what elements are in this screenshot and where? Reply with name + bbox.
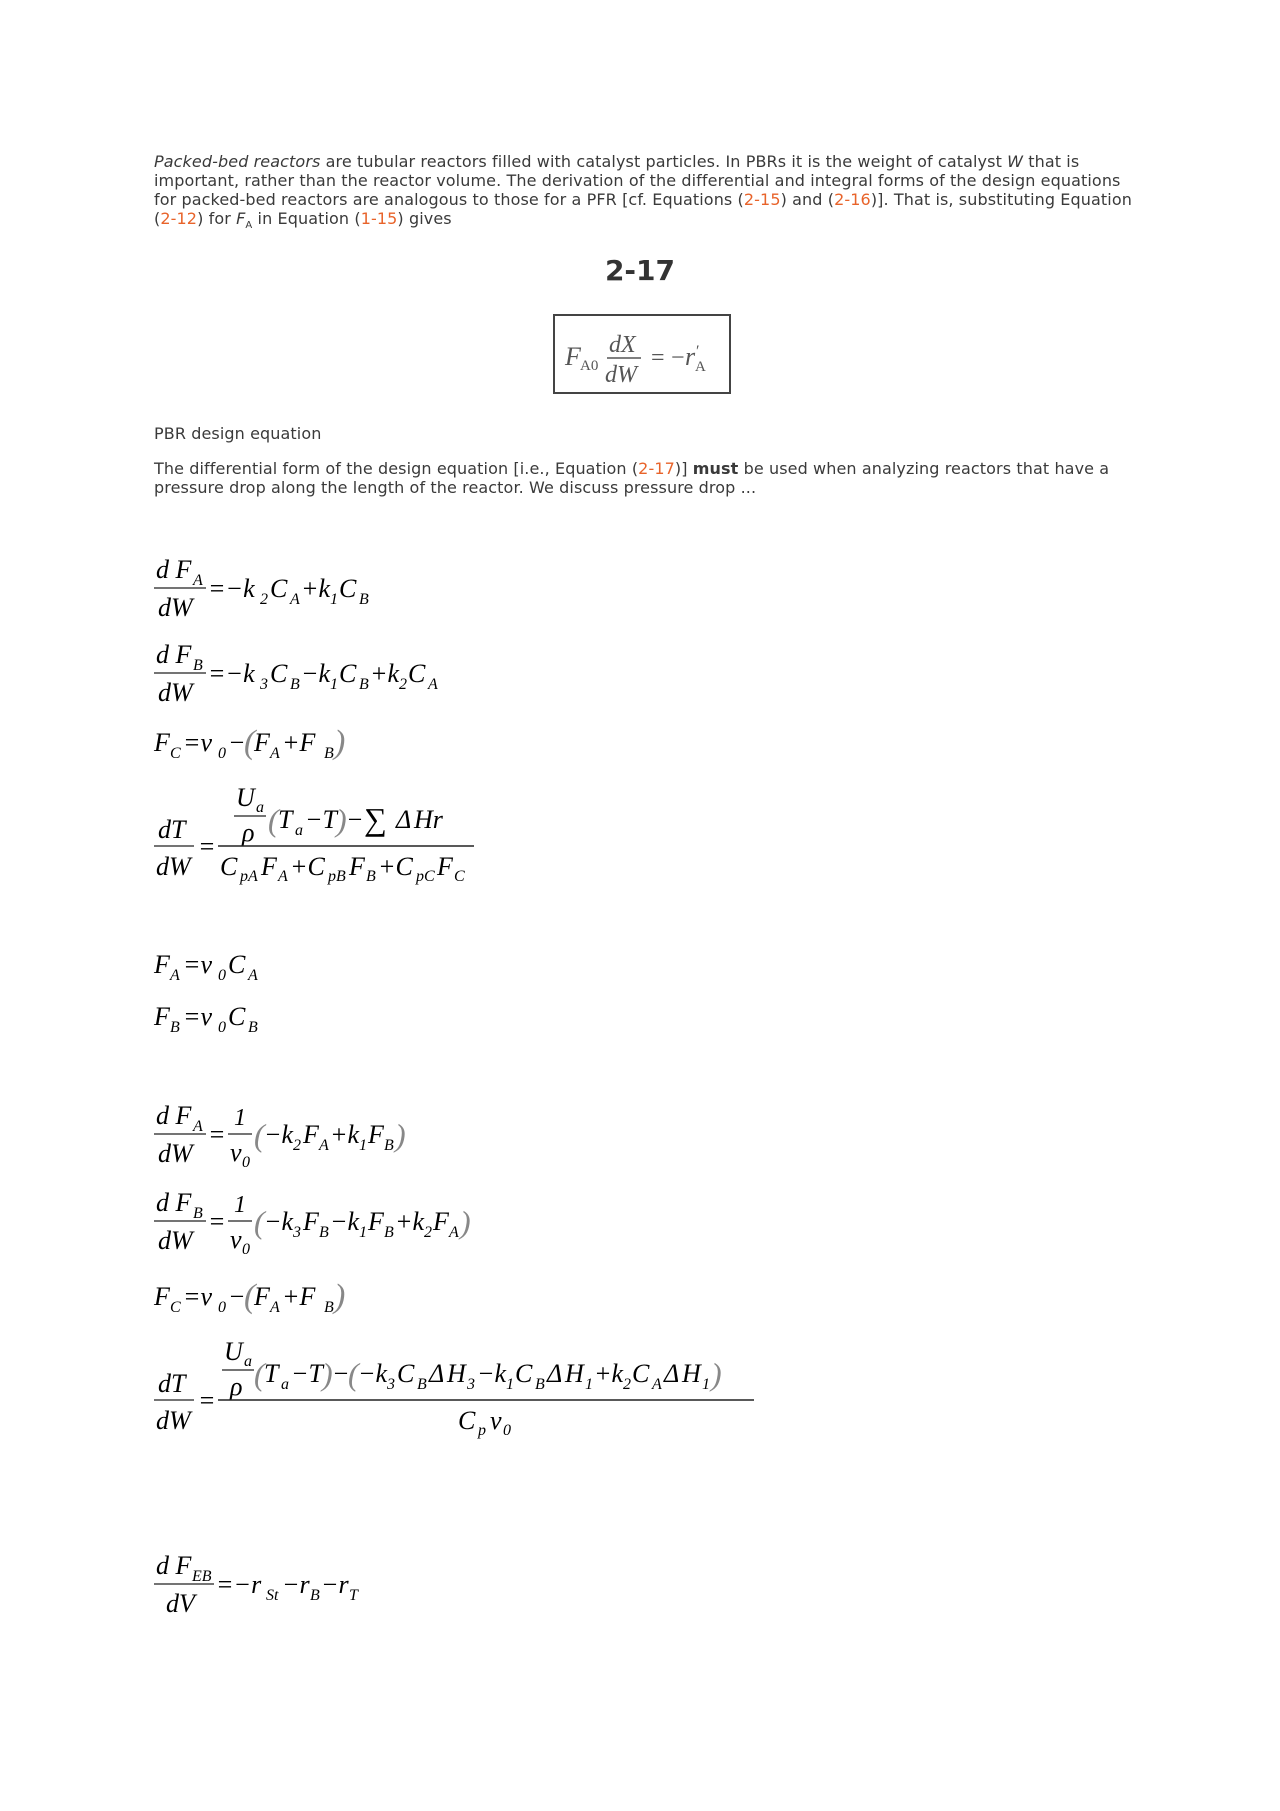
svg-text:A: A [270, 745, 280, 762]
svg-text:A: A [428, 676, 438, 693]
svg-text:ρ: ρ [242, 818, 255, 847]
svg-text:C: C [228, 1002, 246, 1031]
svg-text:−r: −r [321, 1570, 349, 1599]
svg-text:F: F [254, 1282, 270, 1311]
svg-text:−k: −k [264, 1120, 294, 1149]
svg-text:A: A [290, 591, 300, 608]
svg-text:A: A [652, 1376, 662, 1393]
svg-text:2: 2 [399, 676, 407, 693]
svg-text:pA: pA [240, 868, 258, 885]
svg-text:0: 0 [242, 1241, 250, 1258]
svg-text:A: A [695, 359, 706, 375]
svg-text:−: − [228, 1282, 246, 1311]
svg-text:1: 1 [234, 1105, 246, 1131]
svg-text:dW: dW [156, 852, 191, 881]
svg-text:p: p [478, 1422, 486, 1439]
svg-text:dW: dW [605, 362, 637, 388]
svg-text:C: C [632, 1359, 650, 1388]
svg-text:B: B [324, 1299, 334, 1316]
svg-text:=: = [208, 1207, 226, 1236]
intro-var-fa: F [236, 209, 246, 228]
link-eq-2-16[interactable]: 2-16 [834, 190, 871, 209]
svg-text:B: B [359, 676, 369, 693]
svg-text:F: F [154, 1282, 170, 1311]
equation-dfeb-dv [150, 1544, 510, 1619]
svg-text:B: B [359, 591, 369, 608]
svg-text:dW: dW [158, 1139, 193, 1168]
svg-text:F: F [303, 1207, 319, 1236]
svg-text:3: 3 [387, 1376, 395, 1393]
svg-text:): ) [711, 1356, 722, 1392]
svg-text:B: B [319, 1224, 329, 1241]
intro-text-2: that is important, rather than the reactor volume. The derivation of the differential and integral forms of the design equations for packed-bed reactors are analogous to those for a PFR [cf. Equations ( [154, 152, 1121, 209]
svg-text:C: C [220, 852, 238, 881]
svg-text:(: ( [244, 724, 256, 761]
svg-text:B: B [535, 1376, 545, 1393]
svg-text:−r: −r [282, 1570, 310, 1599]
para2-bold-must: must [692, 459, 739, 478]
equation-dfb-dw-flow [150, 1181, 550, 1261]
intro-text-7: ) gives [397, 209, 452, 228]
svg-text:3: 3 [260, 676, 268, 693]
svg-text:d F: d F [156, 555, 192, 584]
svg-text:=v: =v [183, 1002, 213, 1031]
svg-text:=−r: =−r [216, 1570, 262, 1599]
svg-text:0: 0 [242, 1154, 250, 1171]
svg-text:Δ: Δ [664, 1359, 680, 1388]
pressure-drop-paragraph [154, 459, 1134, 497]
svg-text:pB: pB [328, 868, 346, 885]
svg-text:1: 1 [359, 1137, 367, 1154]
svg-text:dW: dW [158, 593, 193, 622]
svg-text:A: A [270, 1299, 280, 1316]
svg-text:1: 1 [702, 1376, 710, 1393]
svg-text:3: 3 [293, 1224, 301, 1241]
svg-text:1: 1 [585, 1376, 593, 1393]
svg-text:H: H [447, 1359, 466, 1388]
svg-text:C: C [454, 868, 465, 885]
svg-text:0: 0 [218, 1299, 226, 1316]
svg-text:−k: −k [477, 1359, 507, 1388]
svg-text:a: a [295, 822, 303, 839]
svg-text:dX: dX [609, 332, 636, 358]
svg-text:1: 1 [506, 1376, 514, 1393]
svg-text:F: F [437, 852, 453, 881]
svg-text:1: 1 [359, 1224, 367, 1241]
svg-text:2: 2 [293, 1137, 301, 1154]
svg-text:−: − [671, 345, 685, 371]
pbr-design-equation-box [553, 314, 731, 394]
svg-text:+k: +k [301, 574, 331, 603]
svg-text:): ) [336, 802, 347, 838]
intro-text-1: are tubular reactors filled with catalyst particles. In PBRs it is the weight of catalyst [320, 152, 1008, 171]
svg-text:F: F [154, 1002, 170, 1031]
svg-text:): ) [334, 724, 346, 761]
svg-text:Δ: Δ [429, 1359, 445, 1388]
svg-text:d F: d F [156, 1101, 192, 1130]
intro-paragraph [154, 152, 1134, 235]
svg-text:+F: +F [282, 1282, 316, 1311]
svg-text:C: C [170, 1299, 181, 1316]
svg-text:dW: dW [156, 1406, 191, 1435]
equation-dt-dw-2 [150, 1333, 770, 1443]
svg-text:=: = [208, 1120, 226, 1149]
equation-dfb-dw-concentration [150, 633, 510, 708]
svg-text:Δ: Δ [396, 805, 412, 834]
equation-fa-v0ca [150, 943, 450, 987]
para2-text-1: The differential form of the design equation [i.e., Equation ( [154, 459, 639, 478]
svg-text:0: 0 [503, 1422, 511, 1439]
svg-text:0: 0 [218, 1019, 226, 1036]
svg-text:+k: +k [330, 1120, 360, 1149]
svg-text:F: F [433, 1207, 449, 1236]
equation-dfa-dw-flow [150, 1094, 550, 1174]
pbr-design-equation [555, 316, 729, 392]
svg-text:F: F [303, 1120, 319, 1149]
svg-text:T: T [278, 805, 293, 834]
svg-text:A: A [248, 967, 258, 984]
equation-dt-dw-1 [150, 779, 530, 889]
svg-text:0: 0 [218, 745, 226, 762]
svg-text:F: F [368, 1207, 384, 1236]
svg-text:dW: dW [158, 1226, 193, 1255]
svg-text:=−k: =−k [208, 574, 255, 603]
svg-text:B: B [366, 868, 376, 885]
svg-text:a: a [281, 1376, 289, 1393]
svg-text:B: B [290, 676, 300, 693]
svg-text:r: r [685, 342, 696, 371]
intro-var-fa-sub: A [245, 220, 253, 232]
svg-text:1: 1 [234, 1192, 246, 1218]
svg-text:F: F [349, 852, 365, 881]
svg-text:=: = [651, 345, 665, 371]
svg-text:C: C [228, 950, 246, 979]
svg-text:dV: dV [166, 1589, 195, 1618]
link-eq-2-15[interactable]: 2-15 [743, 190, 781, 209]
svg-text:−: − [228, 728, 246, 757]
svg-text:T: T [264, 1359, 279, 1388]
svg-text:d F: d F [156, 1551, 192, 1580]
svg-text:+C: +C [378, 852, 413, 881]
svg-text:H: H [565, 1359, 584, 1388]
svg-text:=v: =v [183, 950, 213, 979]
svg-text:C: C [339, 574, 357, 603]
svg-text:B: B [170, 1019, 180, 1036]
svg-text:St: St [266, 1587, 279, 1604]
svg-text:(: ( [254, 1117, 265, 1153]
equation-fb-v0cb [150, 995, 450, 1039]
svg-text:A: A [278, 868, 288, 885]
svg-text:A: A [449, 1224, 459, 1241]
svg-text:B: B [193, 1205, 203, 1222]
svg-text:B: B [248, 1019, 258, 1036]
svg-text:C: C [397, 1359, 415, 1388]
svg-text:B: B [384, 1137, 394, 1154]
svg-text:a: a [256, 799, 264, 816]
svg-text:A0: A0 [580, 358, 599, 374]
para2-text-2: )] [674, 459, 693, 478]
svg-text:(: ( [254, 1204, 265, 1240]
svg-text:v: v [230, 1225, 242, 1254]
svg-text:+C: +C [290, 852, 325, 881]
intro-var-w: W [1007, 152, 1024, 171]
svg-text:(: ( [348, 1356, 359, 1392]
intro-text-6: in Equation ( [252, 209, 361, 228]
svg-text:C: C [515, 1359, 533, 1388]
equation-fc-1 [150, 719, 510, 769]
svg-text:dT: dT [158, 1369, 186, 1398]
svg-text:−: − [332, 1359, 350, 1388]
intro-term: Packed-bed reactors [154, 152, 321, 171]
svg-text:(: ( [244, 1278, 256, 1315]
svg-text:): ) [395, 1117, 406, 1153]
para2-text-3: be used when analyzing reactors that have a pressure drop along the length of the reactor. We discuss pressure drop ... [154, 459, 1110, 497]
svg-text:A: A [193, 1118, 203, 1135]
svg-text:C: C [408, 659, 426, 688]
svg-text:F: F [254, 728, 270, 757]
svg-text:3: 3 [467, 1376, 475, 1393]
svg-text:C: C [170, 745, 181, 762]
svg-text:=v: =v [183, 728, 213, 757]
svg-text:d F: d F [156, 1188, 192, 1217]
svg-text:′: ′ [696, 343, 700, 360]
svg-text:): ) [322, 1356, 333, 1392]
svg-text:B: B [324, 745, 334, 762]
svg-text:−T: −T [291, 1359, 324, 1388]
svg-text:): ) [334, 1278, 346, 1315]
svg-text:A: A [193, 572, 203, 589]
svg-text:): ) [460, 1204, 471, 1240]
svg-text:U: U [236, 783, 255, 812]
svg-text:v: v [230, 1138, 242, 1167]
svg-text:F: F [565, 342, 581, 371]
svg-text:ρ: ρ [230, 1372, 243, 1401]
svg-text:∑: ∑ [364, 801, 387, 837]
svg-text:2: 2 [260, 591, 268, 608]
svg-text:C: C [270, 574, 288, 603]
svg-text:+k: +k [594, 1359, 624, 1388]
design-equation-caption: PBR design equation [154, 424, 322, 443]
svg-text:=−k: =−k [208, 659, 255, 688]
svg-text:Δ: Δ [547, 1359, 563, 1388]
svg-text:−k: −k [301, 659, 331, 688]
svg-text:dW: dW [158, 678, 193, 707]
svg-text:1: 1 [330, 676, 338, 693]
svg-text:C: C [270, 659, 288, 688]
svg-text:v: v [490, 1406, 502, 1435]
svg-text:H: H [682, 1359, 701, 1388]
svg-text:=: = [198, 832, 216, 861]
intro-text-3: ) and ( [780, 190, 835, 209]
svg-text:−k: −k [264, 1207, 294, 1236]
equation-dfa-dw-concentration [150, 548, 510, 623]
svg-text:1: 1 [330, 591, 338, 608]
equation-fc-2 [150, 1273, 510, 1323]
svg-text:F: F [154, 728, 170, 757]
svg-text:+F: +F [282, 728, 316, 757]
svg-text:A: A [170, 967, 180, 984]
svg-text:A: A [319, 1137, 329, 1154]
intro-text-5: ) for [197, 209, 237, 228]
svg-text:−k: −k [358, 1359, 388, 1388]
link-eq-2-17[interactable]: 2-17 [638, 459, 675, 478]
svg-text:T: T [349, 1587, 358, 1604]
svg-text:C: C [339, 659, 357, 688]
equation-number-heading: 2-17 [604, 254, 676, 287]
svg-text:U: U [224, 1337, 243, 1366]
svg-text:+k: +k [370, 659, 400, 688]
svg-text:−T: −T [305, 805, 338, 834]
svg-text:F: F [368, 1120, 384, 1149]
svg-text:pC: pC [416, 868, 435, 885]
link-eq-2-12[interactable]: 2-12 [160, 209, 198, 228]
svg-text:EB: EB [192, 1568, 212, 1585]
svg-text:F: F [154, 950, 170, 979]
svg-text:0: 0 [218, 967, 226, 984]
svg-text:C: C [458, 1406, 476, 1435]
svg-text:−: − [346, 805, 364, 834]
svg-text:−k: −k [330, 1207, 360, 1236]
intro-text-4: )]. That is, substituting Equation ( [154, 190, 1132, 228]
svg-text:a: a [244, 1353, 252, 1370]
svg-text:=v: =v [183, 1282, 213, 1311]
svg-text:(: ( [254, 1356, 265, 1392]
svg-text:Hr: Hr [414, 805, 443, 834]
svg-text:2: 2 [424, 1224, 432, 1241]
svg-text:=: = [198, 1386, 216, 1415]
svg-text:B: B [384, 1224, 394, 1241]
svg-text:B: B [310, 1587, 320, 1604]
svg-text:(: ( [268, 802, 279, 838]
svg-text:dT: dT [158, 815, 186, 844]
svg-text:B: B [417, 1376, 427, 1393]
link-eq-1-15[interactable]: 1-15 [360, 209, 398, 228]
svg-text:d F: d F [156, 640, 192, 669]
svg-text:F: F [261, 852, 277, 881]
svg-text:B: B [193, 657, 203, 674]
svg-text:2: 2 [623, 1376, 631, 1393]
svg-text:+k: +k [395, 1207, 425, 1236]
